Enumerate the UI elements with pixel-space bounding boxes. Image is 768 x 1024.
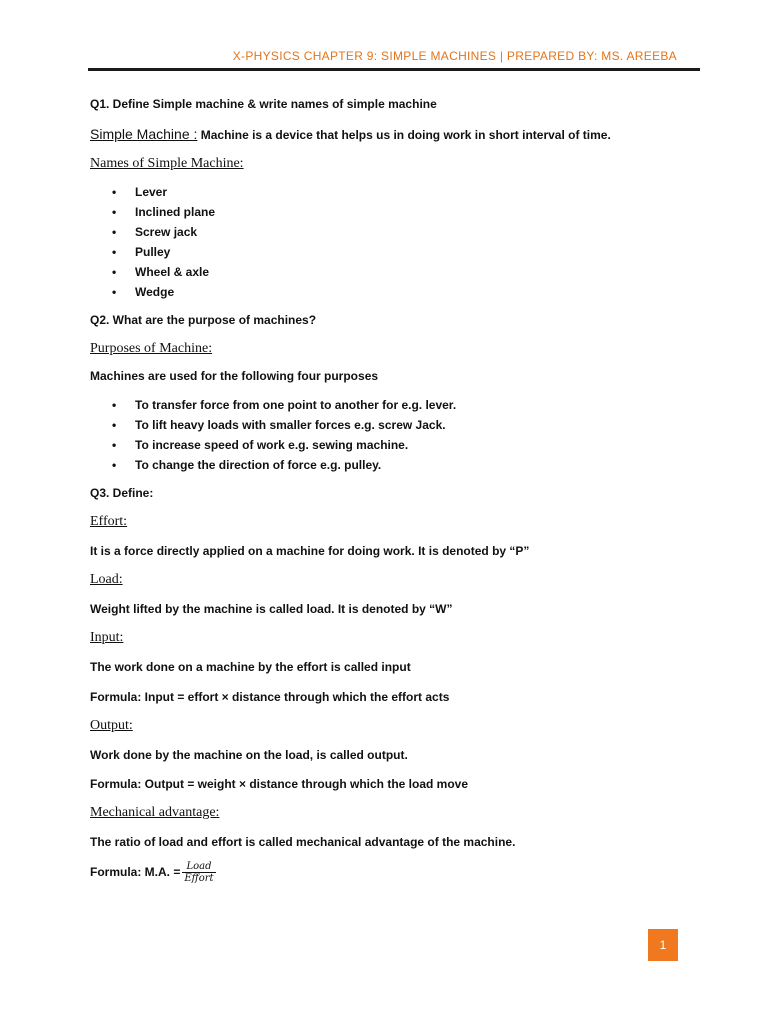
effort-heading: Effort: [90,514,128,529]
list-item: • To change the direction of force e.g. pulley. [90,455,690,475]
formula-label: Formula: [90,865,142,879]
purposes-intro: Machines are used for the following four purposes [90,369,379,383]
list-item: • Pulley [90,242,690,262]
simple-machine-term: Simple Machine : [90,126,198,142]
input-formula [90,689,690,705]
ma-numerator: Load [182,861,215,873]
question-3: Q3. Define: [90,486,154,500]
simple-machine-definition [90,126,690,143]
bullet-icon: • [112,285,117,299]
load-heading: Load: [90,572,123,587]
page-header: X-PHYSICS CHAPTER 9: SIMPLE MACHINES | PREPARED BY: MS. AREEBA [232,49,677,63]
mechanical-advantage-heading: Mechanical advantage: [90,805,220,820]
question-2: Q2. What are the purpose of machines? [90,313,317,327]
purposes-heading: Purposes of Machine: [90,341,213,356]
page-body [90,96,690,885]
list-item: • Wheel & axle [90,262,690,282]
output-formula [90,776,690,792]
list-item: • Inclined plane [90,202,690,222]
bullet-icon: • [112,438,117,452]
list-item: • To increase speed of work e.g. sewing machine. [90,435,690,455]
ma-fraction [182,861,215,884]
formula-label: Formula: [90,690,142,704]
bullet-icon: • [112,418,117,432]
ma-denominator: Effort [184,873,214,885]
names-heading: Names of Simple Machine: [90,156,244,171]
load-definition: Weight lifted by the machine is called load. It is denoted by “W” [90,602,453,616]
input-heading: Input: [90,630,124,645]
simple-machine-list [90,182,690,302]
bullet-icon: • [112,245,117,259]
output-heading: Output: [90,718,133,733]
bullet-icon: • [112,205,117,219]
list-item: • To lift heavy loads with smaller forces e.g. screw Jack. [90,415,690,435]
input-formula-text: Input = effort × distance through which the effort acts [141,690,450,704]
purposes-list [90,395,690,475]
list-item: • Screw jack [90,222,690,242]
list-item: • To transfer force from one point to another for e.g. lever. [90,395,690,415]
mechanical-advantage-formula [90,859,690,885]
simple-machine-definition-text: Machine is a device that helps us in doing work in short interval of time. [197,128,611,142]
input-definition: The work done on a machine by the effort is called input [90,660,411,674]
page-number: 1 [648,929,678,961]
formula-label: Formula: [90,777,142,791]
list-item: • Lever [90,182,690,202]
bullet-icon: • [112,458,117,472]
bullet-icon: • [112,185,117,199]
header-rule [88,68,700,71]
bullet-icon: • [112,265,117,279]
bullet-icon: • [112,225,117,239]
ma-formula-prefix: M.A. = [141,865,181,879]
effort-definition: It is a force directly applied on a machine for doing work. It is denoted by “P” [90,544,530,558]
output-definition: Work done by the machine on the load, is called output. [90,748,408,762]
mechanical-advantage-definition: The ratio of load and effort is called mechanical advantage of the machine. [90,835,516,849]
output-formula-text: Output = weight × distance through which the load move [141,777,469,791]
bullet-icon: • [112,398,117,412]
question-1: Q1. Define Simple machine & write names of simple machine [90,97,437,111]
list-item: • Wedge [90,282,690,302]
